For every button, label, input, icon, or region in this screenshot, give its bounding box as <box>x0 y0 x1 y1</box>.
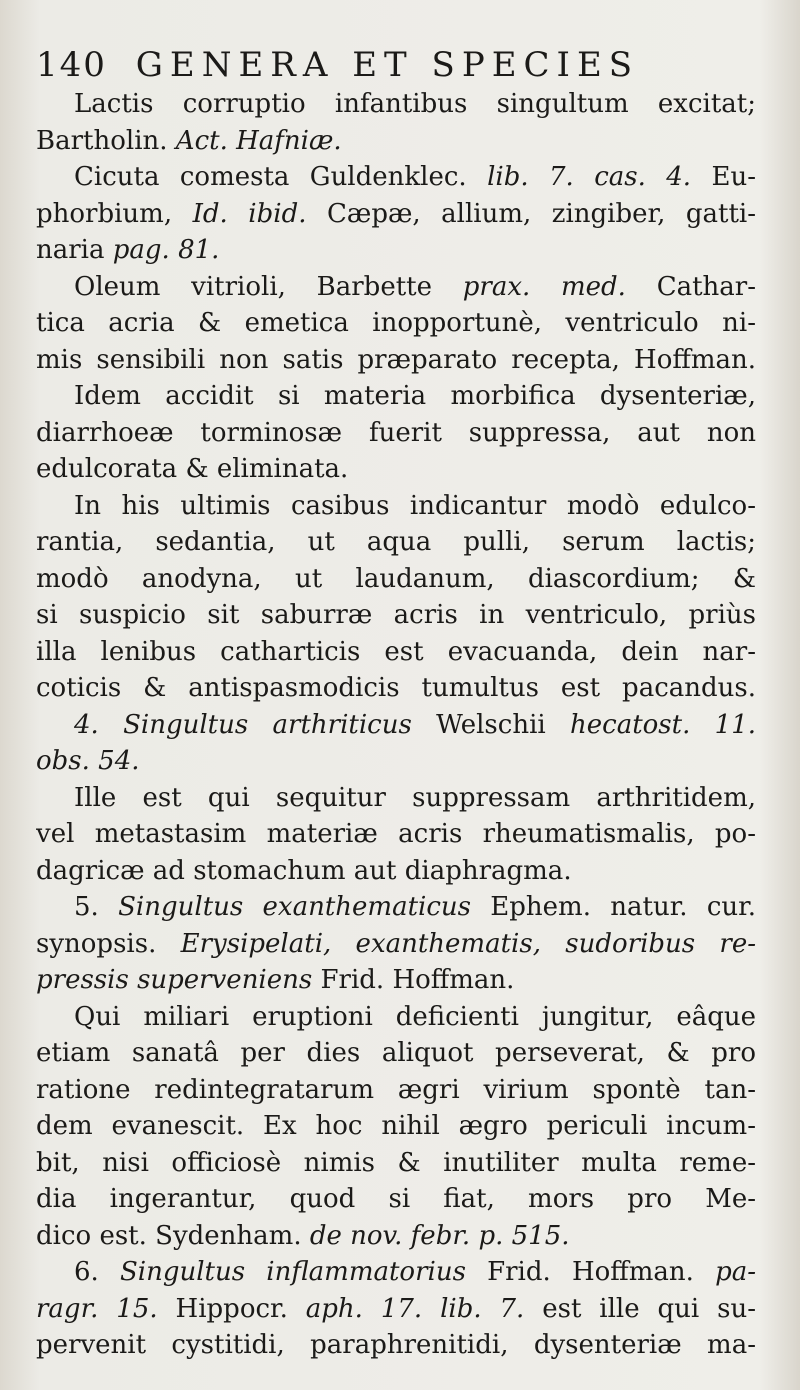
running-header <box>36 40 756 90</box>
text-line: Ille est qui sequitur suppressam arthritidem, <box>74 782 756 813</box>
text-line: Oleum vitrioli, Barbette prax. med. Cathar- <box>74 271 756 302</box>
text-line: synopsis. Erysipelati, exanthematis, sudoribus re- <box>36 928 756 959</box>
text-line: diarrhoeæ torminosæ fuerit suppressa, aut non <box>36 417 756 448</box>
text-line: ragr. 15. Hippocr. aph. 17. lib. 7. est ille qui su- <box>36 1293 756 1324</box>
text-line: pressis superveniens Frid. Hoffman. <box>36 965 515 995</box>
text-line: rantia, sedantia, ut aqua pulli, serum lactis; <box>36 527 756 557</box>
text-line: Idem accidit si materia morbifica dysenteriæ, <box>74 381 756 411</box>
text-line: dico est. Sydenham. de nov. febr. p. 515. <box>36 1220 570 1251</box>
text-line: mis sensibili non satis præparato recepta, Hoffman. <box>36 344 756 375</box>
text-line: etiam sanatâ per dies aliquot perseverat, & pro <box>36 1038 756 1068</box>
text-line: obs. 54. <box>36 746 140 776</box>
text-line: 4. Singultus arthriticus Welschii hecatost. 11. <box>74 709 756 740</box>
text-line: Bartholin. Act. Hafniæ. <box>36 125 342 156</box>
body-text <box>36 86 756 1364</box>
text-line: coticis & antispasmodicis tumultus est pacandus. <box>36 673 756 703</box>
text-line: illa lenibus catharticis est evacuanda, dein nar- <box>36 636 756 667</box>
text-line: In his ultimis casibus indicantur modò edulco- <box>74 490 756 521</box>
text-line: modò anodyna, ut laudanum, diascordium; & <box>36 563 756 594</box>
text-line: Cicuta comesta Guldenklec. lib. 7. cas. 4. Eu- <box>74 162 756 192</box>
text-line: bit, nisi officiosè nimis & inutiliter multa reme- <box>36 1147 756 1178</box>
text-line: pervenit cystitidi, paraphrenitidi, dysenteriæ ma- <box>36 1330 756 1360</box>
text-line: vel metastasim materiæ acris rheumatismalis, po- <box>36 819 756 849</box>
text-line: phorbium, Id. ibid. Cæpæ, allium, zingiber, gatti- <box>36 198 756 229</box>
text-line: Qui miliari eruptioni deficienti jungitur, eâque <box>74 1001 756 1032</box>
page-number: 140 <box>36 45 107 85</box>
text-line: dagricæ ad stomachum aut diaphragma. <box>36 855 572 886</box>
text-line: 5. Singultus exanthematicus Ephem. natur. cur. <box>74 892 756 922</box>
text-line: Lactis corruptio infantibus singultum excitat; <box>74 89 756 119</box>
text-line: si suspicio sit saburræ acris in ventriculo, priùs <box>36 600 756 630</box>
text-line: 6. Singultus inflammatorius Frid. Hoffman. pa- <box>74 1257 756 1287</box>
running-title: GENERA ET SPECIES <box>135 45 640 85</box>
text-line: tica acria & emetica inopportunè, ventriculo ni- <box>36 308 756 338</box>
text-line: dem evanescit. Ex hoc nihil ægro periculi incum- <box>36 1111 756 1141</box>
text-line: dia ingerantur, quod si fiat, mors pro Me- <box>36 1184 756 1214</box>
text-line: ratione redintegratarum ægri virium spontè tan- <box>36 1074 756 1105</box>
text-line: edulcorata & eliminata. <box>36 454 349 484</box>
text-line: naria pag. 81. <box>36 235 220 265</box>
